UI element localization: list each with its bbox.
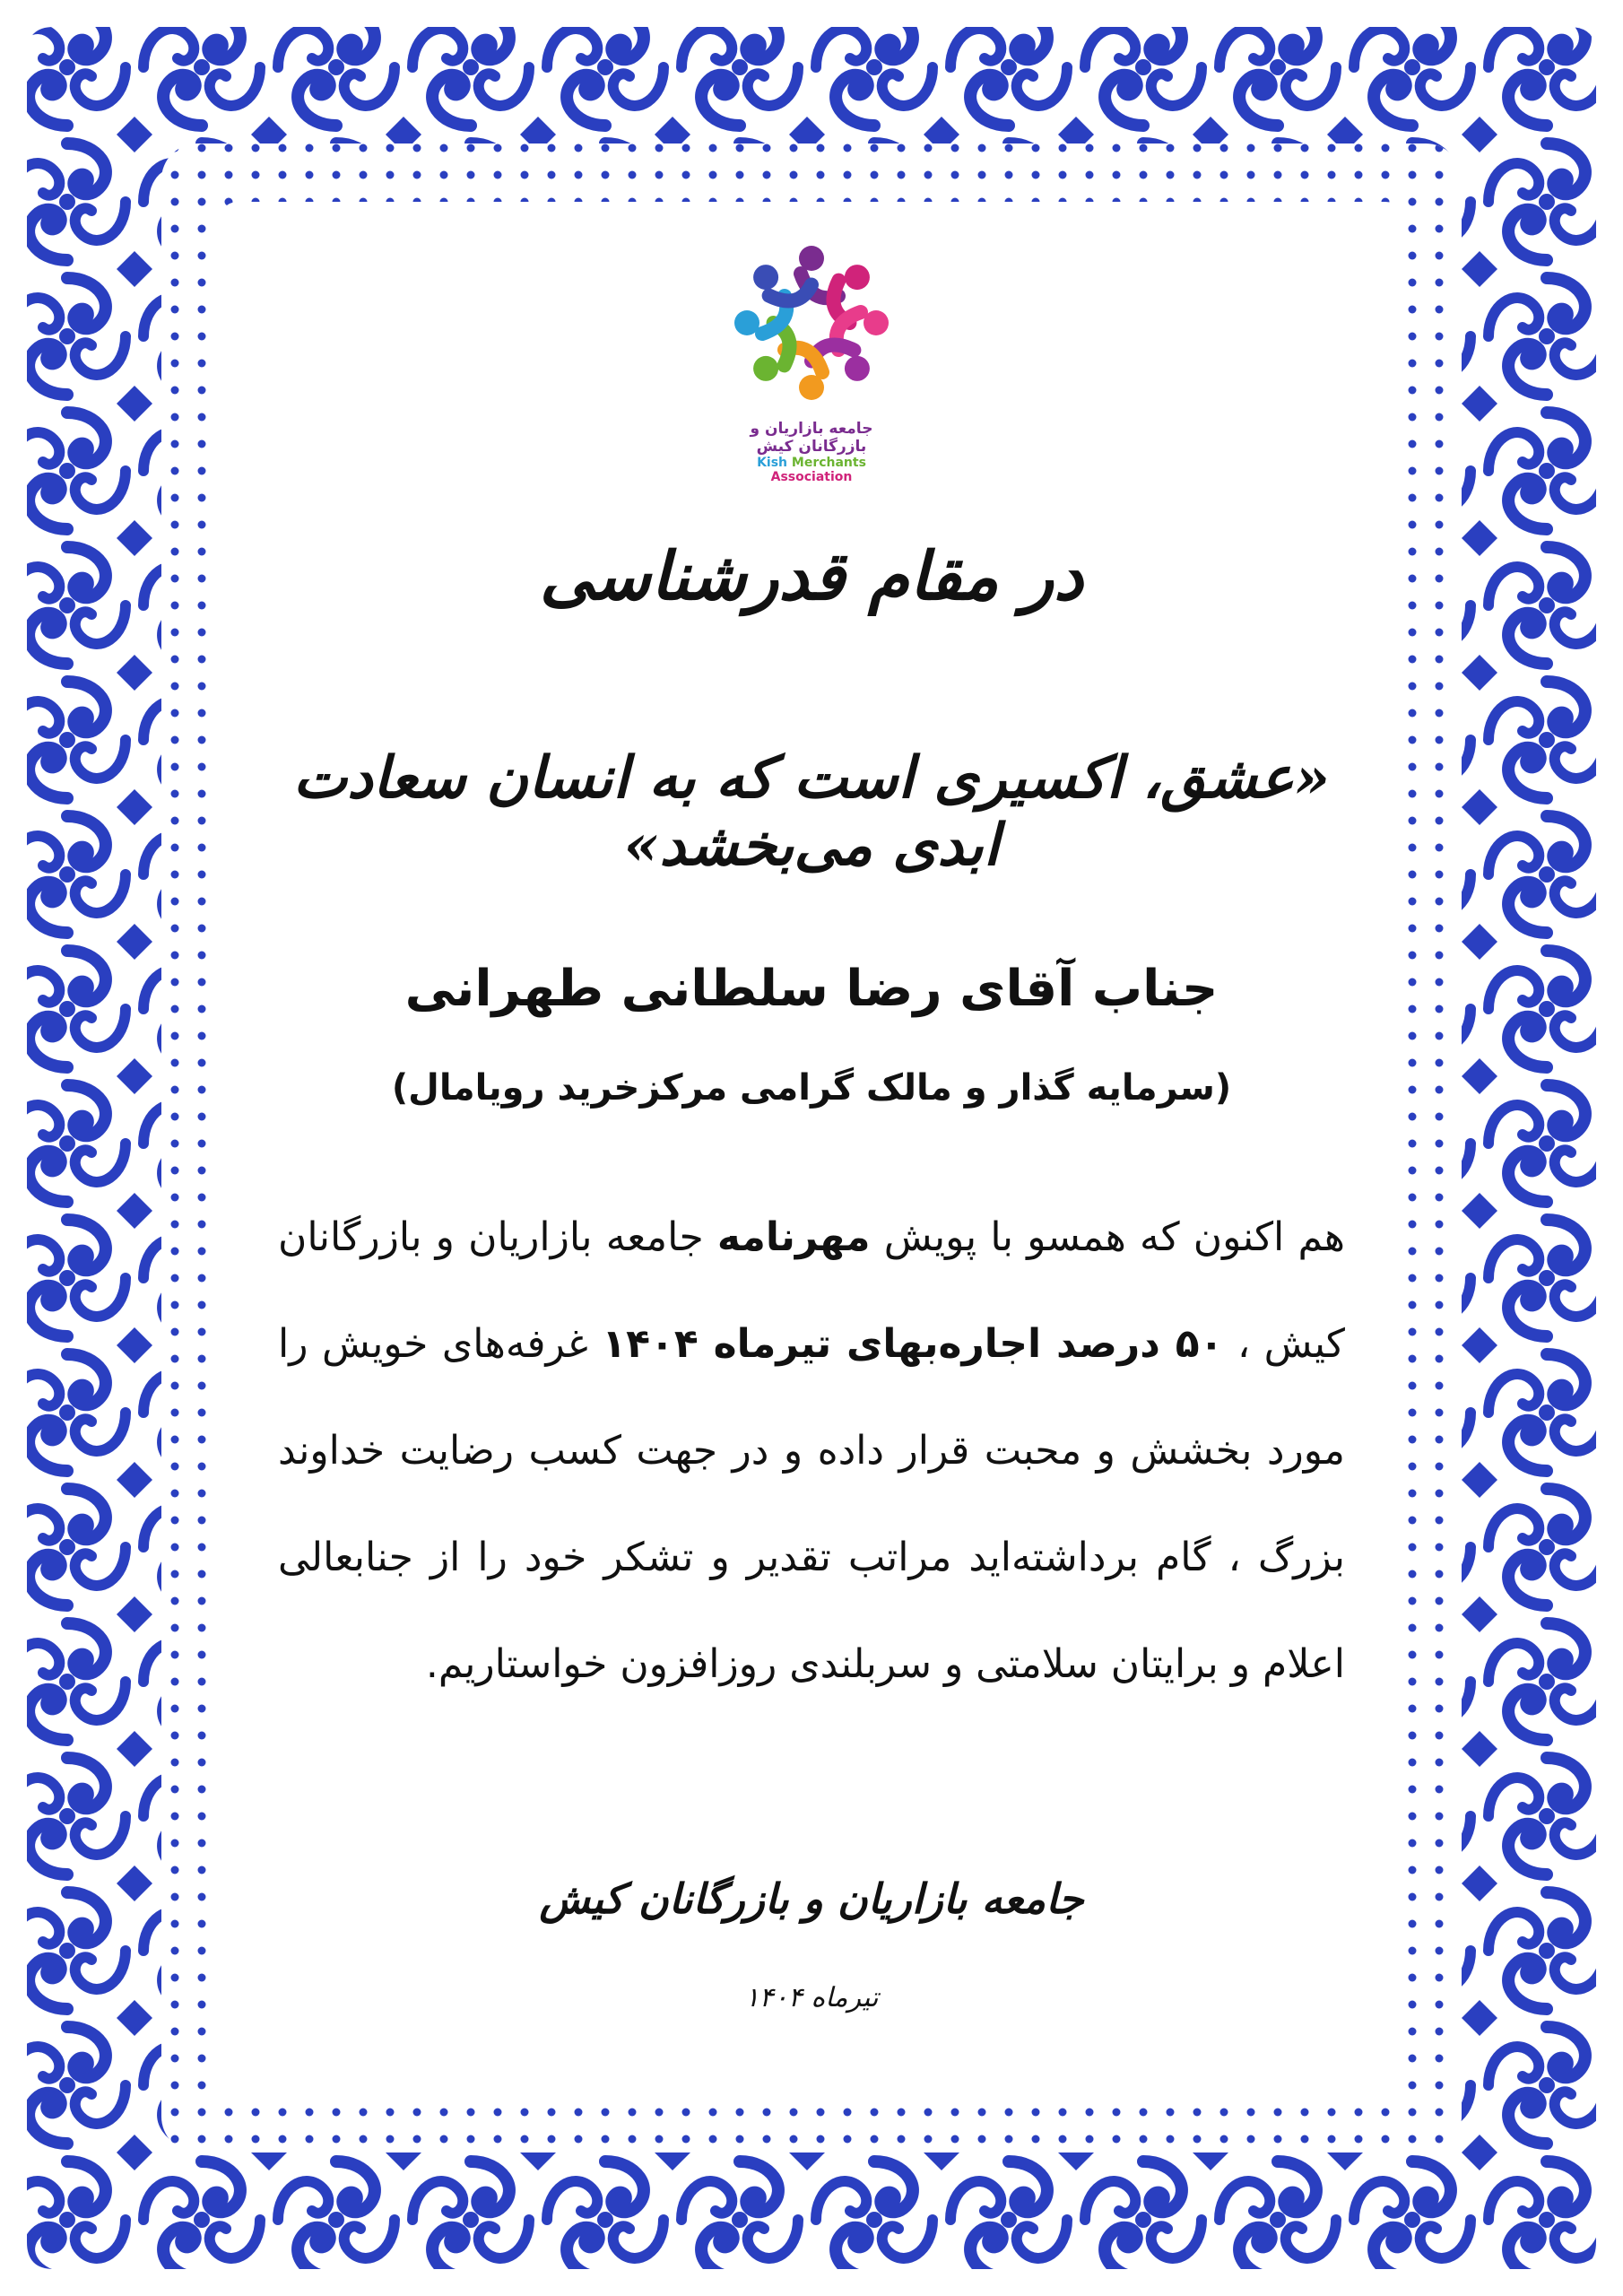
body-campaign-name: مهرنامه (716, 1214, 871, 1260)
logo-word-association: Association (770, 470, 853, 484)
certificate-body (269, 1184, 1354, 1718)
logo-name-fa: جامعه بازاریان و بازرگانان کیش (750, 420, 873, 456)
logo-word-kish: Kish (757, 456, 788, 470)
recipient-name: جناب آقای رضا سلطانی طهرانی (404, 960, 1219, 1018)
certificate-date: تیرماه ۱۴۰۴ (744, 1982, 879, 2013)
certificate-quote: «عشق، اکسیری است که به انسان سعادت ابدی می‌بخشد» (292, 744, 1331, 879)
certificate-content (269, 206, 1354, 2090)
logo-word-merchants: Merchants (791, 456, 866, 470)
logo-name-en (722, 456, 901, 484)
recipient-role: (سرمایه گذار و مالک گرامی مرکزخرید رویامال) (391, 1067, 1232, 1109)
association-logo (722, 233, 901, 484)
body-part-3: جامعه بازاریان و بازرگانان کیش ، (278, 1214, 1345, 1367)
people-circle-icon (722, 233, 901, 413)
body-part-5: غرفه‌های خویش را مورد بخشش و محبت قرار داده و در جهت کسب رضایت خداوند بزرگ ، گام برداشته‌اید مراتب تقدیر و تشکر خود را از جنابعالی اعلام و برایتان سلامتی و سربلندی روزافزون خواستاریم. (278, 1321, 1345, 1687)
signature: جامعه بازاریان و بازرگانان کیش (539, 1874, 1084, 1923)
body-part-1: هم اکنون که همسو با پویش (870, 1214, 1345, 1260)
body-discount: ۵۰ درصد اجاره‌بهای تیرماه ۱۴۰۴ (602, 1321, 1224, 1367)
certificate-title: در مقام قدرشناسی (539, 538, 1084, 615)
